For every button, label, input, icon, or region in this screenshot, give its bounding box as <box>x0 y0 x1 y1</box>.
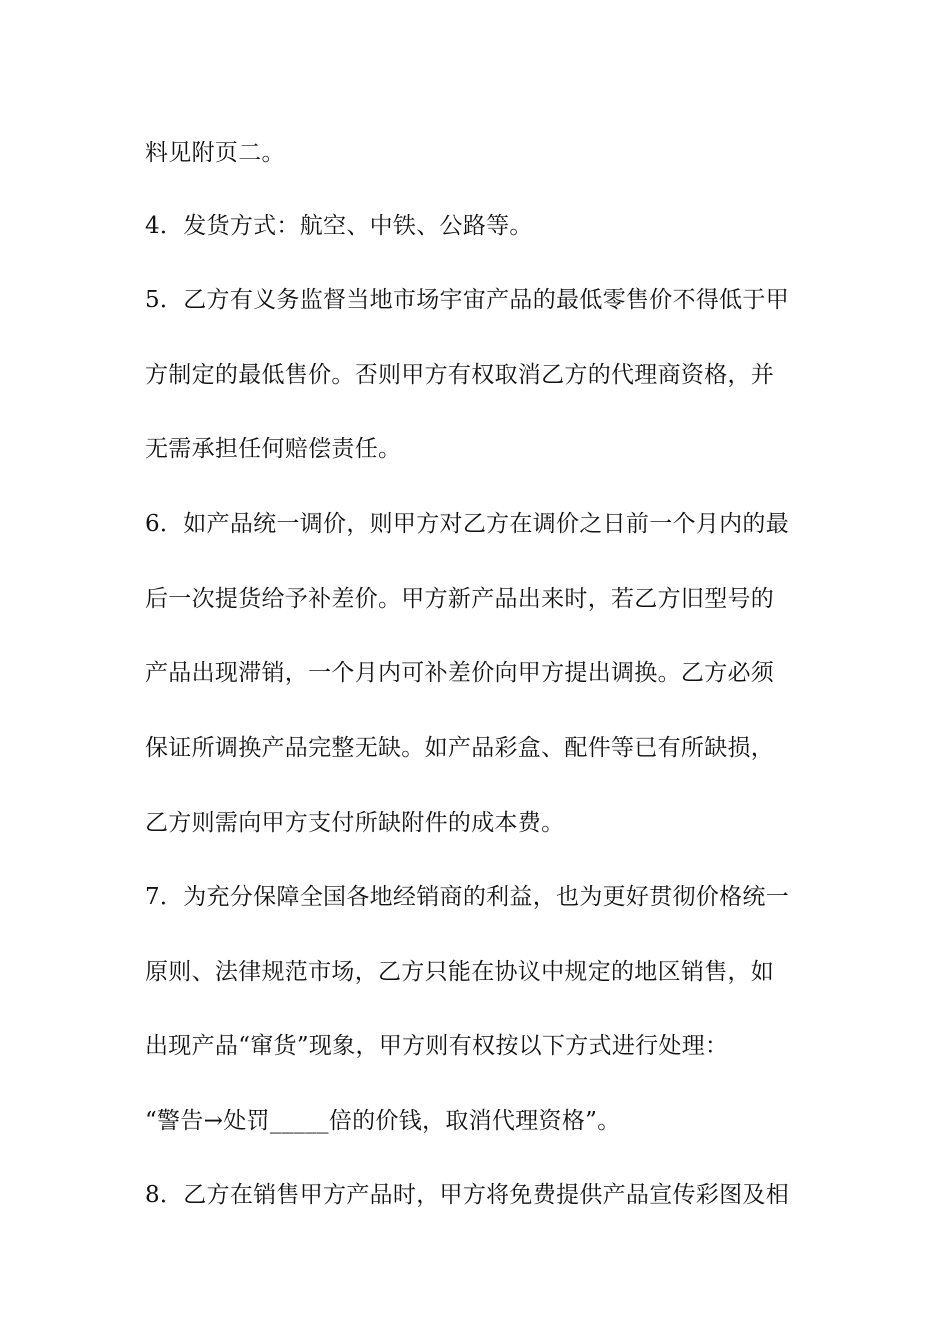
text-line-2: 4．发货方式：航空、中铁、公路等。 <box>145 213 533 239</box>
text-line-3: 5．乙方有义务监督当地市场宇宙产品的最低零售价不得低于甲 <box>145 287 790 313</box>
text-line-9: 保证所调换产品完整无缺。如产品彩盒、配件等已有所缺损， <box>145 735 775 761</box>
text-line-6: 6．如产品统一调价，则甲方对乙方在调价之日前一个月内的最 <box>145 511 790 537</box>
text-line-10: 乙方则需向甲方支付所缺附件的成本费。 <box>145 810 565 836</box>
text-line-11: 7．为充分保障全国各地经销商的利益，也为更好贯彻价格统一 <box>145 884 790 910</box>
text-line-13: 出现产品“窜货”现象，甲方则有权按以下方式进行处理： <box>145 1033 729 1059</box>
text-line-15: 8．乙方在销售甲方产品时，甲方将免费提供产品宣传彩图及相 <box>145 1182 790 1208</box>
text-line-7: 后一次提货给予补差价。甲方新产品出来时，若乙方旧型号的 <box>145 586 775 612</box>
text-line-4: 方制定的最低售价。否则甲方有权取消乙方的代理商资格，并 <box>145 362 775 388</box>
text-line-8: 产品出现滞销，一个月内可补差价向甲方提出调换。乙方必须 <box>145 660 775 686</box>
text-line-12: 原则、法律规范市场，乙方只能在协议中规定的地区销售，如 <box>145 959 775 985</box>
text-line-5: 无需承担任何赔偿责任。 <box>145 436 402 462</box>
text-line-14: “警告→处罚_____倍的价钱，取消代理资格”。 <box>145 1108 621 1134</box>
text-line-1: 料见附页二。 <box>145 140 285 166</box>
